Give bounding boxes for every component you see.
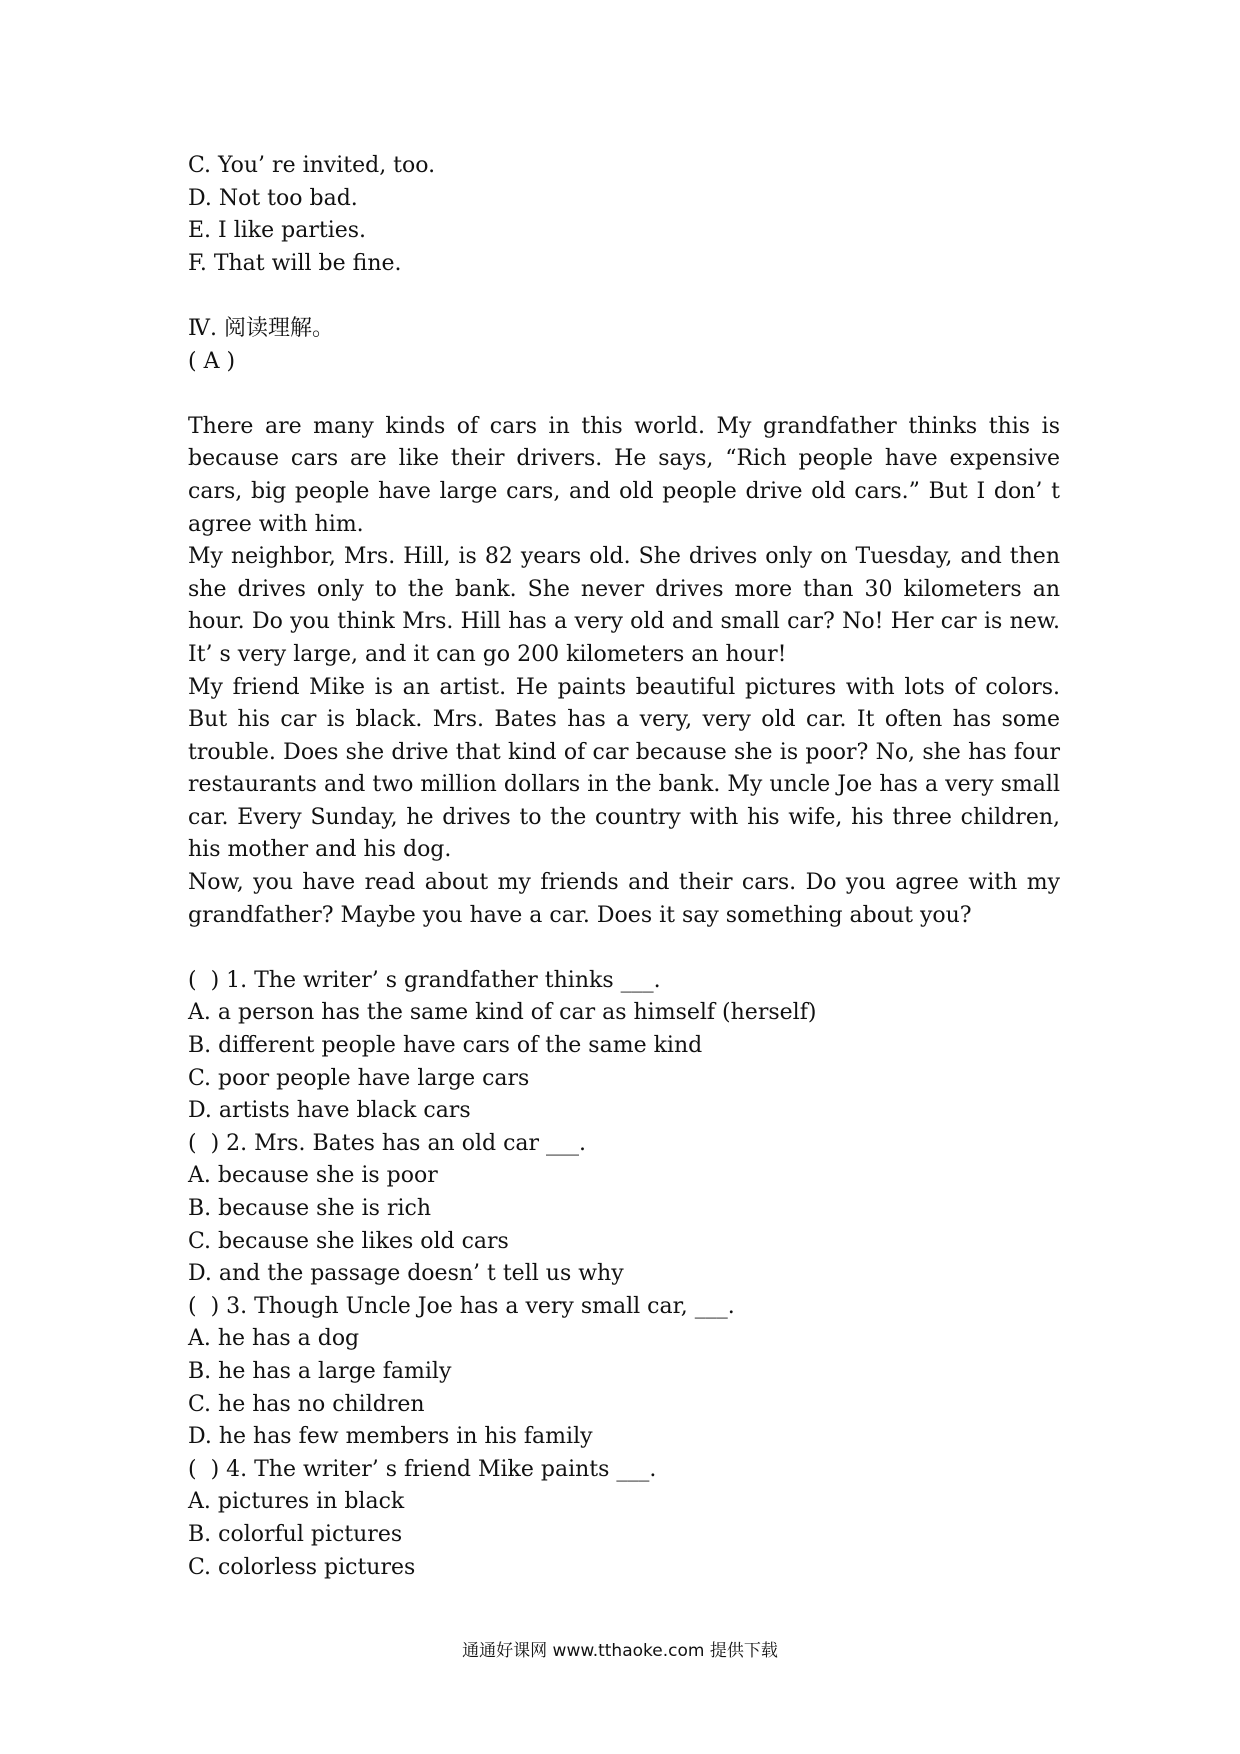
spacer [188, 280, 1060, 313]
question-stem: ( ) 1. The writer’ s grandfather thinks ___. [188, 967, 661, 993]
option-d: D. Not too bad. [188, 185, 358, 211]
passage-paragraph-2: My neighbor, Mrs. Hill, is 82 years old. She drives only on Tuesday, and then she drives only to the bank. She never drives more than 30 kilometers an hour. Do you think Mrs. Hill has a very old and small car? No! Her car is new. It’ s very large, and it can go 200 kilometers an hour! [188, 544, 1060, 667]
question-option: B. because she is rich [188, 1196, 431, 1221]
question-option: C. he has no children [188, 1391, 425, 1417]
question-option: C. poor people have large cars [188, 1065, 530, 1091]
option-c: C. You’ re invited, too. [188, 153, 436, 178]
question-option: A. pictures in black [188, 1489, 405, 1515]
question-stem: ( ) 2. Mrs. Bates has an old car ___. [188, 1130, 587, 1156]
question-option: D. he has few members in his family [188, 1424, 593, 1450]
question-option: B. colorful pictures [188, 1521, 403, 1547]
spacer [188, 378, 1060, 411]
passage-paragraph-3: My friend Mike is an artist. He paints beautiful pictures with lots of colors. But his car is black. Mrs. Bates has a very, very old car. It often has some trouble. Does she drive that kind of car because she is poor? No, she has four restaurants and two million dollars in the bank. My uncle Joe has a very small car. Every Sunday, he drives to the country with his wife, his three children, his mother and his dog. [188, 674, 1060, 863]
question-option: A. a person has the same kind of car as himself (herself) [188, 1000, 817, 1026]
question-4 [188, 1454, 1060, 1584]
option-f: F. That will be fine. [188, 250, 402, 276]
question-option: C. because she likes old cars [188, 1228, 509, 1254]
question-option: C. colorless pictures [188, 1554, 416, 1580]
question-option: B. different people have cars of the same kind [188, 1033, 703, 1059]
page-footer: 通通好课网 www.tthaoke.com 提供下载 [462, 1641, 778, 1661]
passage-paragraph-1: There are many kinds of cars in this world. My grandfather thinks this is because cars are like their drivers. He says, “Rich people have expensive cars, big people have large cars, and old people drive old cars.” But I don’ t agree with him. [188, 413, 1060, 537]
question-option: D. and the passage doesn’ t tell us why [188, 1261, 624, 1287]
option-e: E. I like parties. [188, 218, 367, 244]
question-stem: ( ) 4. The writer’ s friend Mike paints ___. [188, 1456, 657, 1482]
document-page [188, 150, 1060, 1584]
question-1 [188, 965, 1060, 1128]
question-2 [188, 1128, 1060, 1291]
question-option: B. he has a large family [188, 1358, 452, 1384]
passage-label: ( A ) [188, 348, 236, 374]
question-option: A. because she is poor [188, 1163, 438, 1189]
question-stem: ( ) 3. Though Uncle Joe has a very small car, ___. [188, 1293, 735, 1319]
spacer [188, 932, 1060, 965]
passage-paragraph-4: Now, you have read about my friends and their cars. Do you agree with my grandfather? Maybe you have a car. Does it say something about you? [188, 870, 1060, 928]
question-3 [188, 1291, 1060, 1454]
question-option: A. he has a dog [188, 1326, 360, 1352]
section-heading: Ⅳ. 阅读理解。 [188, 315, 334, 341]
question-option: D. artists have black cars [188, 1098, 471, 1124]
